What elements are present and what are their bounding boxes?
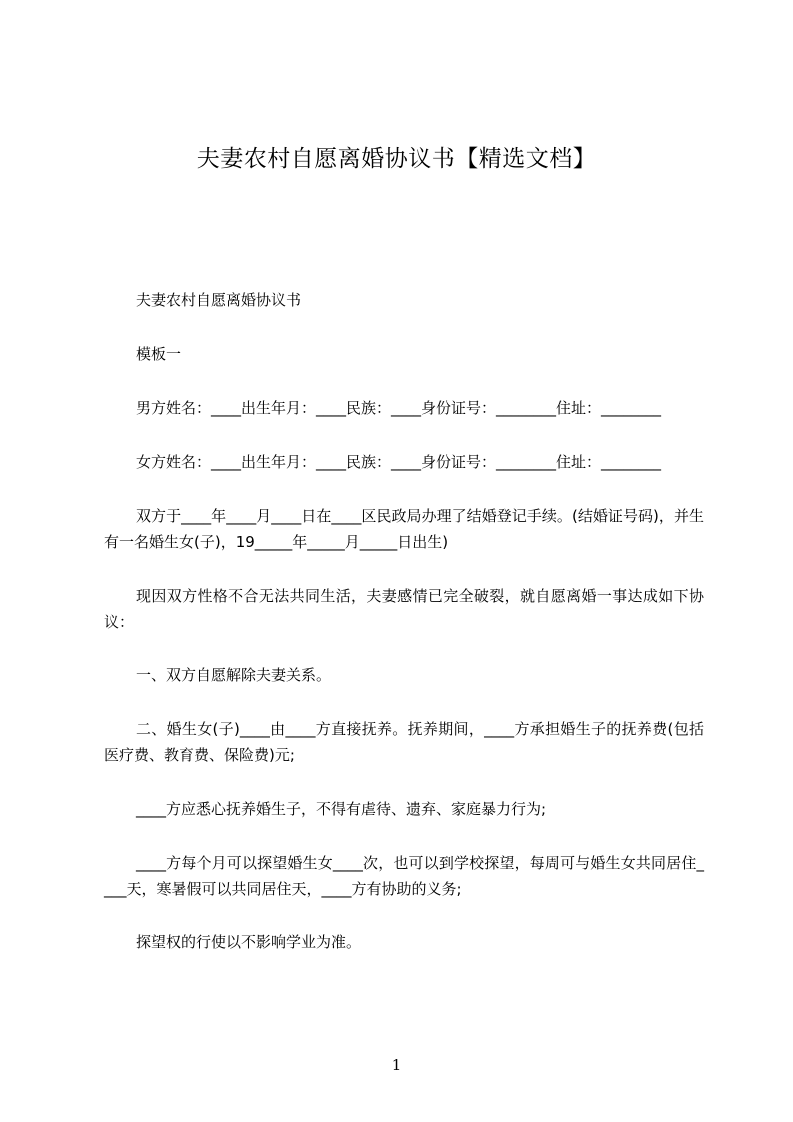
document-title: 夫妻农村自愿离婚协议书【精选文档】 xyxy=(196,146,597,172)
page-number: 1 xyxy=(391,1056,402,1074)
paragraph-reason: 现因双方性格不合无法共同生活，夫妻感情已完全破裂，就自愿离婚一事达成如下协议： xyxy=(104,587,704,631)
paragraph-visitation-rule: 探望权的行使以不影响学业为准。 xyxy=(136,933,362,951)
paragraph-clause-1: 一、双方自愿解除夫妻关系。 xyxy=(136,666,332,684)
paragraph-male-info: 男方姓名：____出生年月：____民族：____身份证号：________住址：________ xyxy=(136,399,662,417)
paragraph-custody-care: ____方应悉心抚养婚生子，不得有虐待、遗弃、家庭暴力行为; xyxy=(136,800,547,818)
paragraph-marriage-registration: 双方于____年____月____日在____区民政局办理了结婚登记手续。(结婚证号码)，并生有一名婚生女(子)，19_____年_____月_____日出生) xyxy=(104,507,704,551)
paragraph-subtitle: 夫妻农村自愿离婚协议书 xyxy=(136,291,302,309)
paragraph-visitation: ____方每个月可以探望婚生女____次，也可以到学校探望，每周可与婚生女共同居住____天，寒暑假可以共同居住天，____方有协助的义务; xyxy=(104,854,704,898)
paragraph-template-label: 模板一 xyxy=(136,345,182,363)
paragraph-female-info: 女方姓名：____出生年月：____民族：____身份证号：________住址：________ xyxy=(136,453,662,471)
paragraph-clause-2: 二、婚生女(子)____由____方直接抚养。抚养期间，____方承担婚生子的抚养费(包括医疗费、教育费、保险费)元; xyxy=(104,720,704,764)
